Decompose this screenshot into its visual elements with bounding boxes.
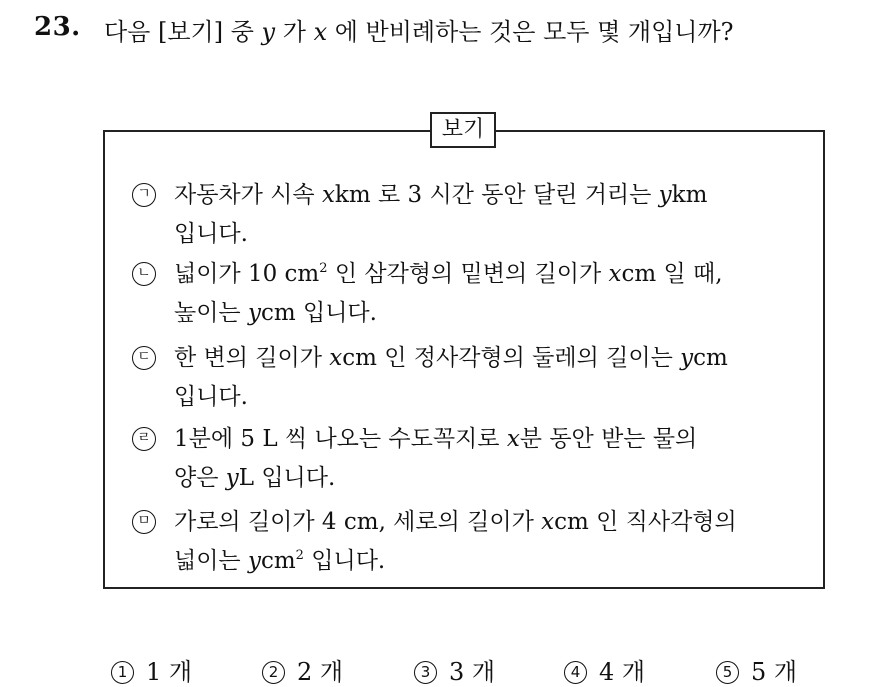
item-line — [174, 542, 385, 581]
item-text: km 로 3 시간 동안 달린 거리는 — [334, 182, 659, 208]
item-text: 가로의 길이가 4 cm, 세로의 길이가 — [174, 509, 542, 535]
item-marker-circle: ㄷ — [132, 346, 156, 370]
item-line — [174, 294, 377, 333]
item-text: 넓이는 — [174, 548, 248, 574]
choice-4[interactable] — [564, 652, 645, 687]
question-text-part: 가 — [275, 18, 314, 46]
item-text: cm 인 정사각형의 둘레의 길이는 — [342, 345, 681, 371]
answer-choices — [0, 652, 884, 684]
item-text: 자동차가 시속 — [174, 182, 322, 208]
choice-3[interactable] — [414, 652, 495, 687]
choice-number-circle: 5 — [716, 661, 739, 684]
item-line: 입니다. — [174, 384, 248, 410]
variable-y: y — [247, 548, 261, 574]
item-marker-circle: ㅁ — [132, 510, 156, 534]
item-line: 입니다. — [174, 221, 248, 247]
variable-y: y — [225, 465, 239, 491]
variable-x: x — [541, 509, 555, 535]
item-marker-circle: ㄴ — [132, 262, 156, 286]
item-line — [174, 255, 723, 294]
choice-number-circle: 2 — [262, 661, 285, 684]
choice-label: 5 개 — [751, 658, 798, 686]
question-text-part: 다음 [보기] 중 — [104, 18, 262, 46]
question-number: 23. — [34, 12, 81, 42]
item-line — [174, 176, 707, 215]
example-box-title: 보기 — [430, 112, 496, 148]
choice-number-circle: 3 — [414, 661, 437, 684]
item-text: cm 인 직사각형의 — [554, 509, 737, 535]
choice-label: 4 개 — [599, 658, 646, 686]
item-marker-circle: ㄹ — [132, 427, 156, 451]
item-text: cm 일 때, — [621, 261, 723, 287]
item-text: 입니다. — [303, 548, 386, 574]
variable-x: x — [321, 182, 335, 208]
variable-x: x — [608, 261, 622, 287]
item-text: 인 삼각형의 밑변의 길이가 — [327, 261, 609, 287]
choice-1[interactable] — [111, 652, 192, 687]
variable-y: y — [261, 18, 276, 46]
choice-number-circle: 4 — [564, 661, 587, 684]
variable-x: x — [313, 18, 328, 46]
choice-label: 2 개 — [297, 658, 344, 686]
item-marker-circle: ㄱ — [132, 183, 156, 207]
item-text: 높이는 — [174, 300, 248, 326]
item-line — [174, 420, 697, 459]
variable-y: y — [658, 182, 672, 208]
item-text: 넓이가 10 cm — [174, 261, 320, 287]
variable-x: x — [329, 345, 343, 371]
item-text: cm 입니다. — [260, 300, 377, 326]
question-text — [104, 12, 734, 47]
item-text: L 입니다. — [238, 465, 336, 491]
item-line — [174, 503, 737, 542]
variable-y: y — [680, 345, 694, 371]
superscript: 2 — [295, 548, 304, 563]
variable-y: y — [247, 300, 261, 326]
item-text: 양은 — [174, 465, 226, 491]
item-text: 1분에 5 L 씩 나오는 수도꼭지로 — [174, 426, 507, 452]
question-text-part: 에 반비례하는 것은 모두 몇 개입니까? — [327, 18, 734, 46]
choice-label: 1 개 — [146, 658, 193, 686]
choice-2[interactable] — [262, 652, 343, 687]
superscript: 2 — [319, 261, 328, 276]
item-text: 한 변의 길이가 — [174, 345, 330, 371]
item-line — [174, 459, 335, 498]
choice-number-circle: 1 — [111, 661, 134, 684]
item-line — [174, 339, 728, 378]
choice-5[interactable] — [716, 652, 797, 687]
item-text: cm — [260, 548, 296, 574]
item-text: cm — [693, 345, 728, 371]
variable-x: x — [506, 426, 520, 452]
choice-label: 3 개 — [449, 658, 496, 686]
item-text: 분 동안 받는 물의 — [519, 426, 698, 452]
item-text: km — [671, 182, 708, 208]
